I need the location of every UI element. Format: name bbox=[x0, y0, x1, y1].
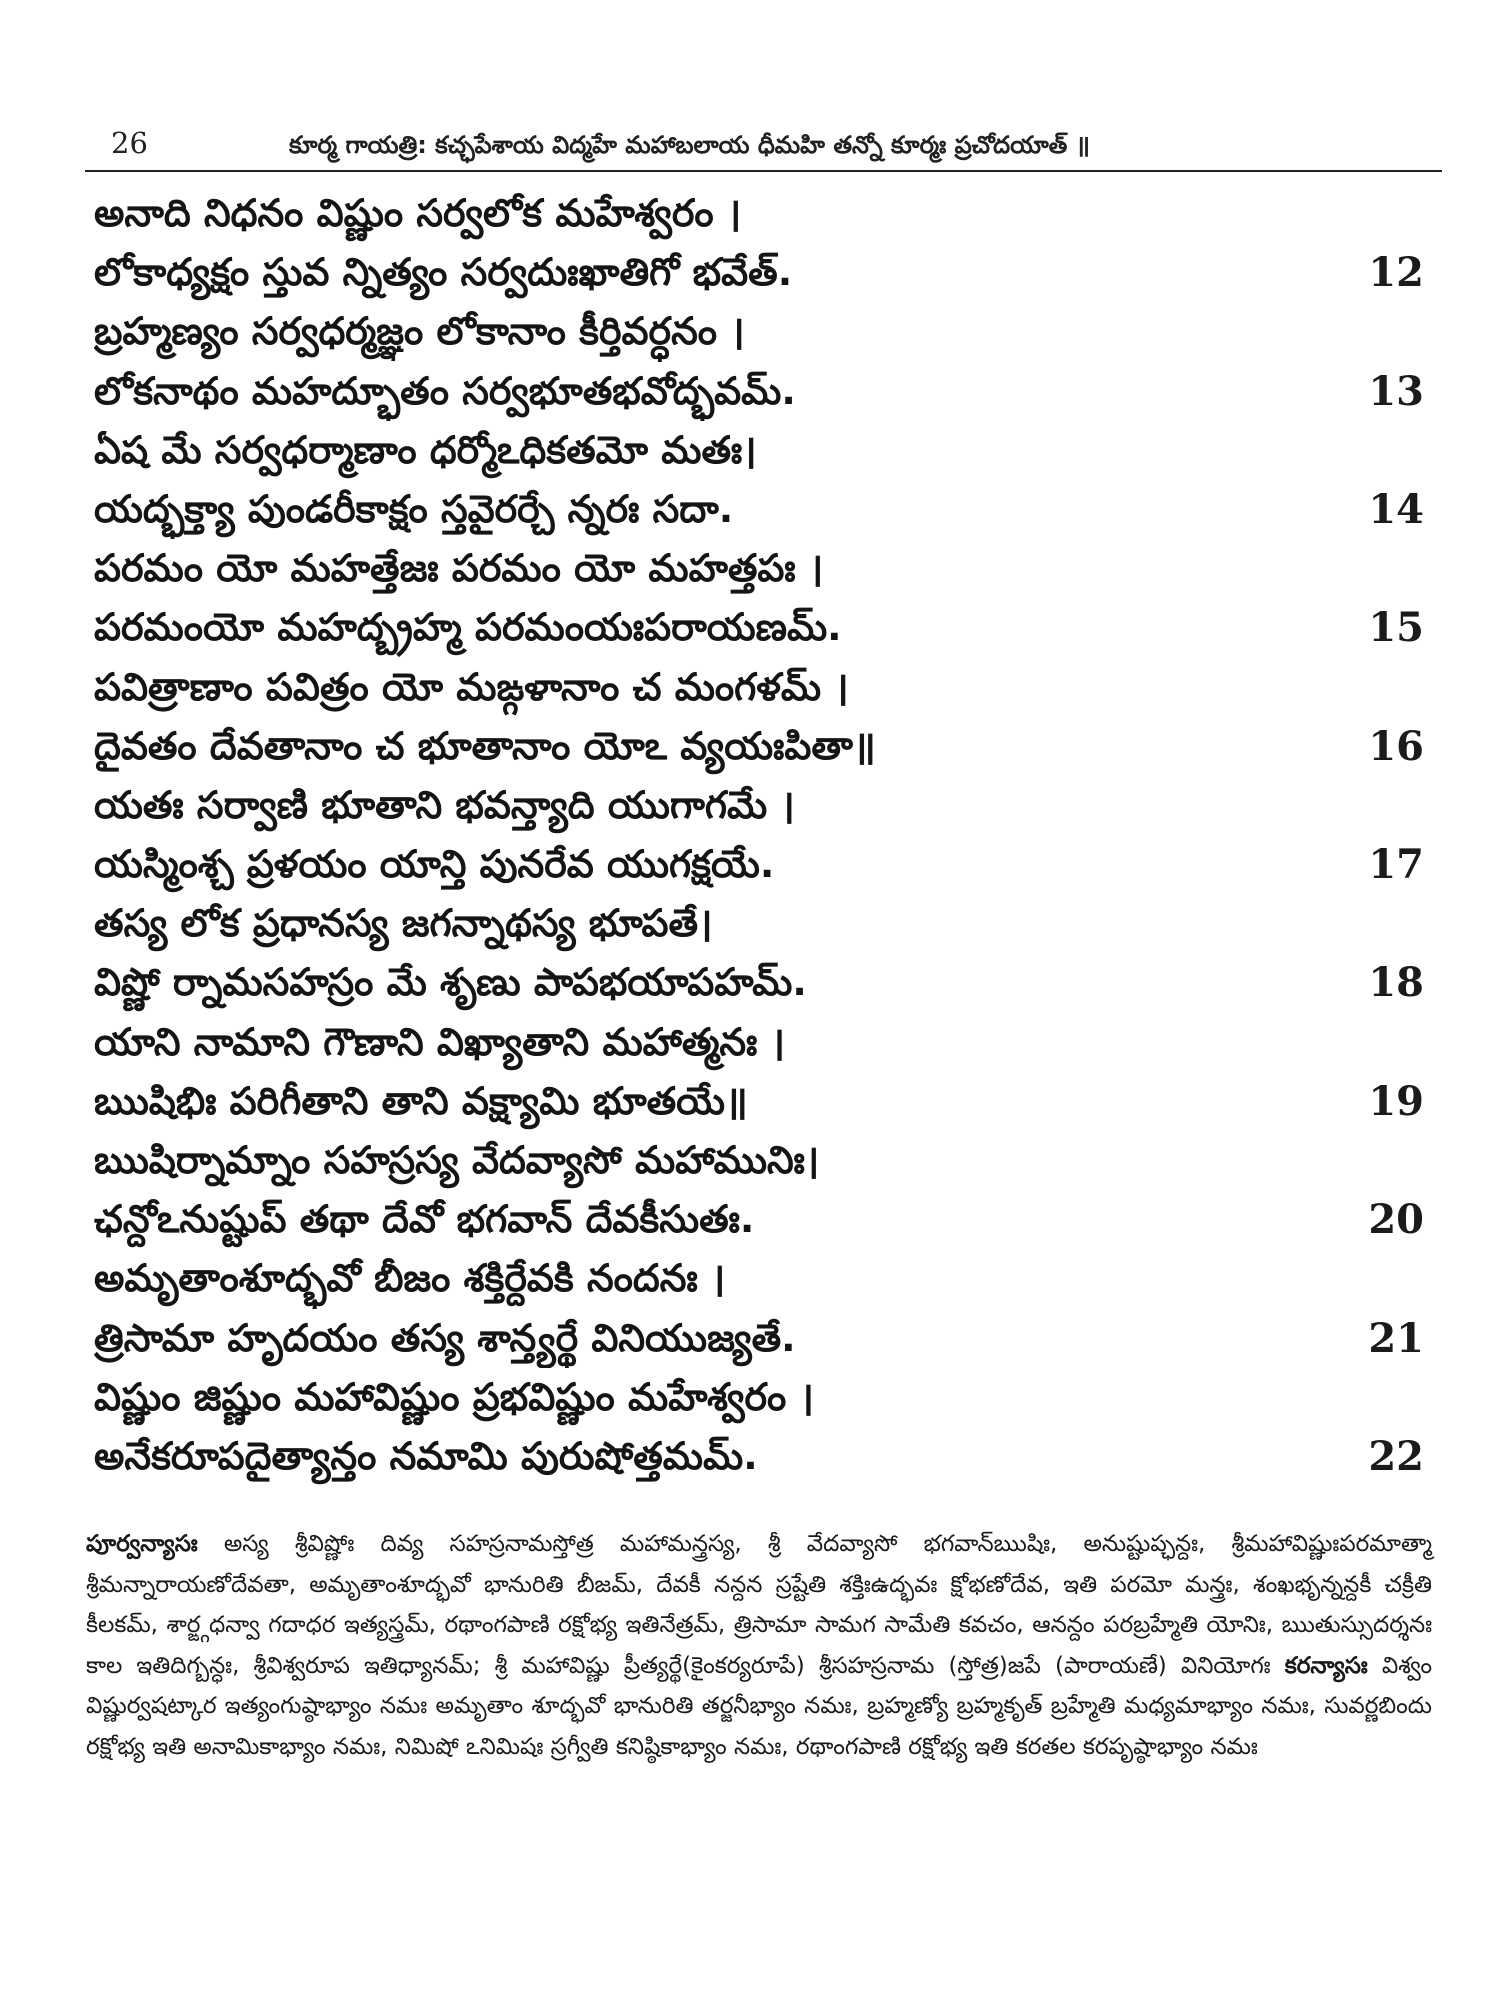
verse-line bbox=[94, 835, 1454, 894]
verse-line bbox=[94, 1249, 1454, 1308]
verse-number: 16 bbox=[1368, 722, 1424, 770]
verse-text: ఛన్దోఽనుష్టుప్ తథా దేవో భగవాన్ దేవకీసుతః. bbox=[94, 1197, 755, 1242]
verse-line bbox=[94, 1309, 1454, 1368]
verse-line bbox=[94, 184, 1454, 243]
verse-number: 15 bbox=[1368, 604, 1424, 652]
verse-number: 14 bbox=[1368, 485, 1424, 533]
verse-line bbox=[94, 776, 1454, 835]
verse-text: పవిత్రాణాం పవిత్రం యో మఙ్గళానాం చ మంగళమ్ । bbox=[94, 664, 849, 709]
verse-line bbox=[94, 1427, 1454, 1486]
verse-block bbox=[94, 184, 1454, 1486]
verse-text: అనేకరూపదైత్యాన్తం నమామి పురుషోత్తమమ్. bbox=[94, 1433, 758, 1478]
verse-text: బ్రహ్మణ్యం సర్వధర్మజ్ఞం లోకానాం కీర్తివర్ధనం । bbox=[94, 309, 745, 354]
verse-number: 18 bbox=[1368, 959, 1424, 1007]
verse-number: 17 bbox=[1368, 841, 1424, 889]
page-number: 26 bbox=[111, 126, 148, 160]
verse-text: యస్మింశ్చ ప్రళయం యాన్తి పునరేవ యుగక్షయే. bbox=[94, 842, 775, 887]
verse-text: యతః సర్వాణి భూతాని భవన్త్యాది యుగాగమే । bbox=[94, 782, 795, 827]
verse-text: యద్భక్త్యా పుండరీకాక్షం స్తవైరర్చే న్నరః సదా. bbox=[94, 486, 734, 531]
verse-line bbox=[94, 1013, 1454, 1072]
verse-text: అమృతాంశూద్భవో బీజం శక్తిర్దేవకి నందనః । bbox=[94, 1256, 726, 1301]
verse-line bbox=[94, 243, 1454, 302]
verse-line bbox=[94, 421, 1454, 480]
verse-text: విష్ణుం జిష్ణుం మహావిష్ణుం ప్రభవిష్ణుం మహేశ్వరం । bbox=[94, 1374, 814, 1419]
header-title: కూర్మ గాయత్రి: కచ్ఛపేశాయ విద్మహే మహాబలాయ ధీమహి తన్నో కూర్మః ప్రచోదయాత్ ॥ bbox=[289, 131, 1091, 159]
verse-line bbox=[94, 1368, 1454, 1427]
verse-text: విష్ణో ర్నామసహస్రం మే శృణు పాపభయాపహమ్. bbox=[94, 960, 807, 1005]
kara-nyasa-heading: కరన్యాసః bbox=[1284, 1652, 1368, 1679]
verse-text: ఋషిభిః పరిగీతాని తాని వక్ష్యామి భూతయే॥ bbox=[94, 1078, 748, 1123]
page-header bbox=[85, 118, 1442, 172]
verse-text: దైవతం దేవతానాం చ భూతానాం యోఽ వ్యయఃపితా॥ bbox=[94, 723, 876, 768]
verse-number: 22 bbox=[1368, 1432, 1424, 1480]
verse-line bbox=[94, 362, 1454, 421]
verse-line bbox=[94, 1190, 1454, 1249]
verse-number: 12 bbox=[1368, 249, 1424, 297]
verse-line bbox=[94, 658, 1454, 717]
purva-nyasa-text: అస్య శ్రీవిష్ణోః దివ్య సహస్రనామస్తోత్ర మహామన్త్రస్య, శ్రీ వేదవ్యాసో భగవాన్ఋషిః, అనుష్టుప్ఛన్దః, శ్రీమహావిష్ణుఃపరమాత్మా శ్రీమన్నారాయణోదేవతా, అమృతాంశూద్భవో భానురితి బీజమ్, దేవకీ నన్దన స్రష్టేతి శక్తిఃఉద్భవః క్షోభణోదేవ, ఇతి పరమో మన్త్రః, శంఖభృన్నన్దకీ చక్రీతి కీలకమ్, శార్ఙ్గధన్వా గదాధర ఇత్యస్త్రమ్, రథాంగపాణి రక్షోభ్య ఇతినేత్రమ్, త్రిసామా సామగ సామేతి కవచం, ఆనన్దం పరబ్రహ్మేతి యోనిః, ఋతుస్సుదర్శనః కాల ఇతిదిగ్బన్ధః, శ్రీవిశ్వరూప ఇతిధ్యానమ్; శ్రీ మహావిష్ణు ప్రీత్యర్థే(కైంకర్యరూపే) శ్రీసహస్రనామ (స్తోత్ర)జపే (పారాయణే) వినియోగః bbox=[86, 1531, 1432, 1679]
verse-text: పరమం యో మహత్తేజః పరమం యో మహత్తపః । bbox=[94, 546, 824, 591]
verse-line bbox=[94, 953, 1454, 1012]
verse-text: అనాది నిధనం విష్ణుం సర్వలోక మహేశ్వరం । bbox=[94, 191, 742, 235]
verse-line bbox=[94, 717, 1454, 776]
verse-number: 13 bbox=[1368, 367, 1424, 415]
verse-text: తస్య లోక ప్రధానస్య జగన్నాథస్య భూపతే। bbox=[94, 901, 713, 946]
verse-line bbox=[94, 302, 1454, 361]
purva-nyasa-heading: పూర్వన్యాసః bbox=[86, 1531, 198, 1557]
verse-number: 19 bbox=[1368, 1077, 1424, 1125]
verse-line bbox=[94, 894, 1454, 953]
verse-text: ఏష మే సర్వధర్మాణాం ధర్మోఽధికతమో మతః। bbox=[94, 427, 757, 472]
nyasa-paragraph bbox=[86, 1524, 1432, 1767]
verse-text: లోకాధ్యక్షం స్తువ న్నిత్యం సర్వదుఃఖాతిగో భవేత్. bbox=[94, 250, 793, 295]
verse-line bbox=[94, 1131, 1454, 1190]
verse-line bbox=[94, 598, 1454, 657]
verse-number: 20 bbox=[1368, 1196, 1424, 1244]
verse-number: 21 bbox=[1368, 1314, 1424, 1362]
kara-nyasa-text: విశ్వం విష్ణుర్వషట్కార ఇత్యంగుష్ఠాభ్యాం నమః అమృతాం శూద్భవో భానురితి తర్జనీభ్యాం నమః, బ్రహ్మణ్యో బ్రహ్మకృత్ బ్రహ్మేతి మధ్యమాభ్యాం నమః, సువర్ణబిందు రక్షోభ్య ఇతి అనామికాభ్యాం నమః, నిమిషో ఽనిమిషః స్రగ్వీతి కనిష్ఠికాభ్యాం నమః, రథాంగపాణి రక్షోభ్య ఇతి కరతల కరపృష్ఠాభ్యాం నమః bbox=[86, 1652, 1432, 1760]
verse-line bbox=[94, 480, 1454, 539]
verse-line bbox=[94, 1072, 1454, 1131]
verse-line bbox=[94, 539, 1454, 598]
verse-text: లోకనాథం మహద్భూతం సర్వభూతభవోద్భవమ్. bbox=[94, 368, 796, 413]
verse-text: త్రిసామా హృదయం తస్య శాన్త్యర్థే వినియుజ్యతే. bbox=[94, 1315, 796, 1360]
verse-text: పరమంయో మహద్బ్రహ్మ పరమంయఃపరాయణమ్. bbox=[94, 605, 842, 650]
verse-text: ఋషిర్నామ్నాం సహస్రస్య వేదవ్యాసో మహామునిః। bbox=[94, 1138, 820, 1182]
verse-text: యాని నామాని గౌణాని విఖ్యాతాని మహాత్మనః । bbox=[94, 1019, 785, 1064]
